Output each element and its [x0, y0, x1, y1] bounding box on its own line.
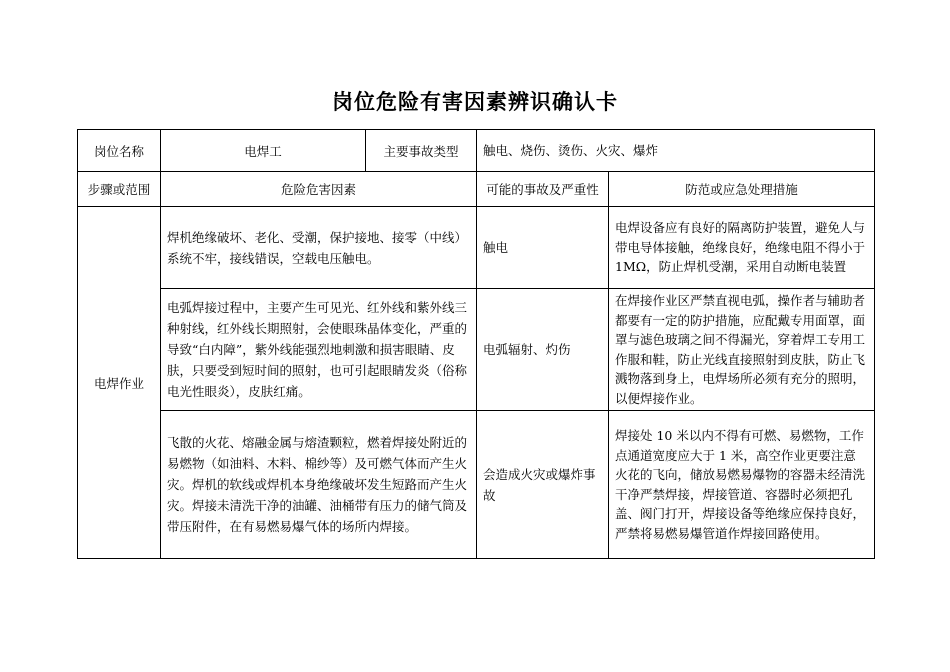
- table-row: [78, 411, 875, 559]
- accident-type-value: 触电、烧伤、烫伤、火灾、爆炸: [477, 130, 875, 172]
- col-possible-header: 可能的事故及严重性: [477, 172, 609, 207]
- post-name-label: 岗位名称: [78, 130, 161, 172]
- table-row: [78, 207, 875, 289]
- hazard-cell: 电弧焊接过程中，主要产生可见光、红外线和紫外线三种射线，红外线长期照射，会使眼珠晶体变化，严重的导致“白内障”，紫外线能强烈地刺激和损害眼睛、皮肤，只要受到短时间的照射，也可引起眼睛发炎（俗称电光性眼炎），皮肤红痛。: [161, 289, 477, 411]
- page-title: 岗位危险有害因素辨识确认卡: [332, 90, 618, 114]
- table-row: [78, 289, 875, 411]
- measures-cell: 焊接处 10 米以内不得有可燃、易燃物，工作点通道宽度应大于 1 米，高空作业更要注意火花的飞向，储放易燃易爆物的容器未经清洗干净严禁焊接，焊接管道、容器时必须把孔盖、阀门打开，焊接设备等绝缘应保持良好，严禁将易燃易爆管道作焊接回路使用。: [609, 411, 875, 559]
- post-name-value: 电焊工: [161, 130, 366, 172]
- measures-cell: 电焊设备应有良好的隔离防护装置，避免人与带电导体接触，绝缘良好，绝缘电阻不得小于 1MΩ，防止焊机受潮，采用自动断电装置: [609, 207, 875, 289]
- column-header-row: [78, 172, 875, 207]
- possible-cell: 电弧辐射、灼伤: [477, 289, 609, 411]
- measures-cell: 在焊接作业区严禁直视电弧，操作者与辅助者都要有一定的防护措施，应配戴专用面罩，面罩与滤色玻璃之间不得漏光，穿着焊工专用工作服和鞋，防止光线直接照射到皮肤，防止飞溅物落到身上，电焊场所必须有充分的照明，以便焊接作业。: [609, 289, 875, 411]
- header-row: [78, 130, 875, 172]
- possible-cell: 触电: [477, 207, 609, 289]
- col-hazard-header: 危险危害因素: [161, 172, 477, 207]
- possible-cell: 会造成火灾或爆炸事故: [477, 411, 609, 559]
- step-cell: 电焊作业: [78, 207, 161, 559]
- accident-type-label: 主要事故类型: [366, 130, 477, 172]
- hazard-cell: 焊机绝缘破坏、老化、受潮，保护接地、接零（中线）系统不牢，接线错误，空载电压触电。: [161, 207, 477, 289]
- hazard-identification-table: [77, 129, 875, 559]
- hazard-cell: 飞散的火花、熔融金属与熔渣颗粒，燃着焊接处附近的易燃物（如油料、木料、棉纱等）及可燃气体而产生火灾。焊机的软线或焊机本身绝缘破坏发生短路而产生火灾。焊接未清洗干净的油罐、油桶带有压力的储气筒及带压附件，在有易燃易爆气体的场所内焊接。: [161, 411, 477, 559]
- col-measures-header: 防范或应急处理措施: [609, 172, 875, 207]
- col-step-header: 步骤或范围: [78, 172, 161, 207]
